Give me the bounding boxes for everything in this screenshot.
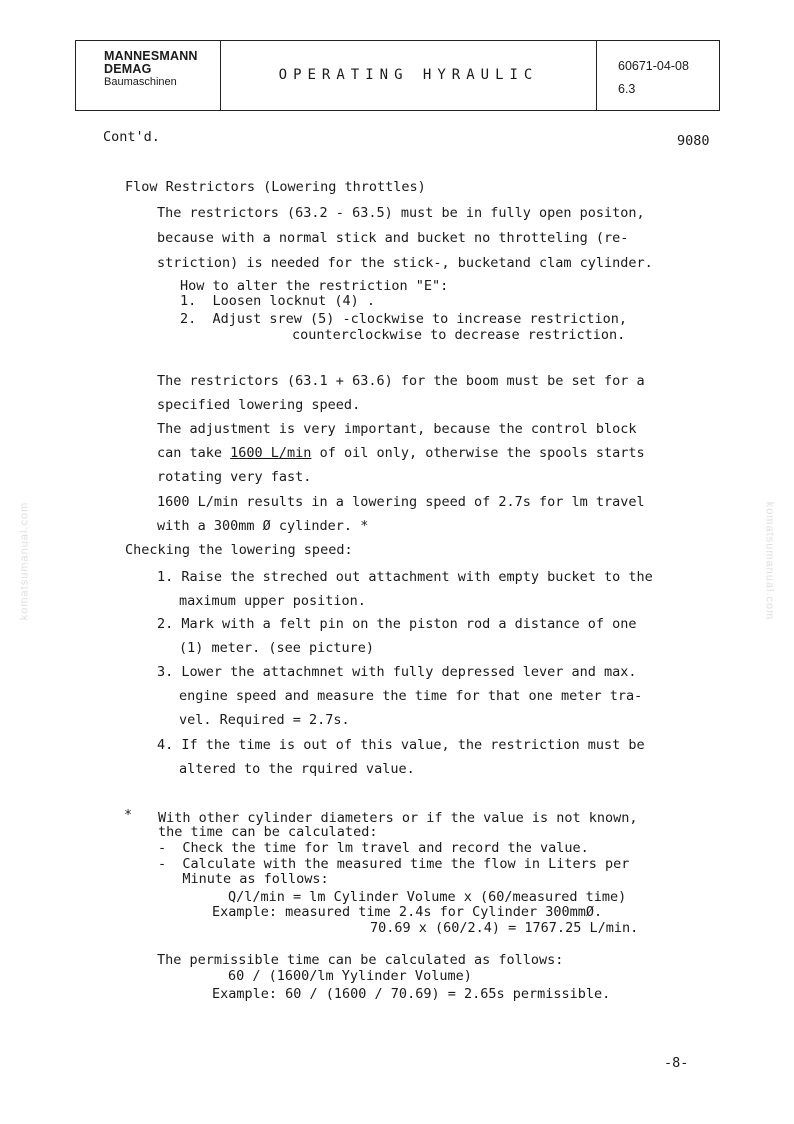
paragraph-line: rotating very fast. <box>157 469 312 485</box>
page-code: 9080 <box>677 133 710 149</box>
permissible-formula: 60 / (1600/lm Yylinder Volume) <box>228 968 472 984</box>
checking-heading: Checking the lowering speed: <box>125 542 353 558</box>
note-line: Minute as follows: <box>158 871 329 887</box>
contd-label: Cont'd. <box>103 129 160 145</box>
note-line: the time can be calculated: <box>158 824 378 840</box>
list-item-cont: altered to the rquired value. <box>179 761 415 777</box>
note-line: With other cylinder diameters or if the value is not known, <box>158 810 638 826</box>
list-item-cont: vel. Required = 2.7s. <box>179 712 350 728</box>
note-line: - Check the time for lm travel and record the value. <box>158 840 589 856</box>
alter-step: 1. Loosen locknut (4) . <box>180 293 376 309</box>
paragraph-line: with a 300mm Ø cylinder. * <box>157 518 369 534</box>
note-line: - Calculate with the measured time the flow in Liters per <box>158 856 630 872</box>
list-item-cont: engine speed and measure the time for that one meter tra- <box>179 688 643 704</box>
paragraph-line: because with a normal stick and bucket no throtteling (re- <box>157 230 629 246</box>
alter-step: 2. Adjust srew (5) -clockwise to increase restriction, <box>180 311 628 327</box>
watermark-right: komatsumanual.com <box>763 501 776 621</box>
flow-limit-underlined: 1600 L/min <box>230 445 312 461</box>
brand-name-line1: MANNESMANN <box>104 49 198 63</box>
paragraph-line: 1600 L/min results in a lowering speed of 2.7s for lm travel <box>157 494 645 510</box>
footnote-star: * <box>124 807 133 823</box>
example-result: 70.69 x (60/2.4) = 1767.25 L/min. <box>370 920 639 936</box>
text-run: can take <box>157 445 231 461</box>
page-number: -8- <box>664 1055 689 1071</box>
watermark-left: komatsumanual.com <box>18 501 31 621</box>
brand-subtitle: Baumaschinen <box>104 76 177 88</box>
list-item-cont: (1) meter. (see picture) <box>179 640 375 656</box>
alter-step-cont: counterclockwise to decrease restriction. <box>292 327 626 343</box>
brand-name-line2: DEMAG <box>104 62 152 76</box>
example-line: Example: measured time 2.4s for Cylinder 300mmØ. <box>212 904 603 920</box>
paragraph-line: The restrictors (63.1 + 63.6) for the boom must be set for a <box>157 373 645 389</box>
section-number: 6.3 <box>618 82 636 96</box>
list-item-cont: maximum upper position. <box>179 593 366 609</box>
text-run: of oil only, otherwise the spools starts <box>311 445 645 461</box>
doc-number-cell <box>597 41 719 110</box>
header-title-cell <box>221 41 597 110</box>
paragraph-line: striction) is needed for the stick-, bucketand clam cylinder. <box>157 255 653 271</box>
alter-heading: How to alter the restriction "E": <box>180 278 449 294</box>
paragraph-line: The restrictors (63.2 - 63.5) must be in fully open positon, <box>157 205 645 221</box>
formula-line: Q/l/min = lm Cylinder Volume x (60/measured time) <box>228 889 627 905</box>
paragraph-line <box>157 445 645 461</box>
permissible-line: The permissible time can be calculated as follows: <box>157 952 564 968</box>
brand-block <box>76 41 221 110</box>
paragraph-line: The adjustment is very important, because the control block <box>157 421 637 437</box>
header-title: OPERATING HYRAULIC <box>278 67 539 83</box>
document-header <box>75 40 720 111</box>
list-item: 2. Mark with a felt pin on the piston rod a distance of one <box>157 616 637 632</box>
permissible-example: Example: 60 / (1600 / 70.69) = 2.65s permissible. <box>212 986 611 1002</box>
paragraph-line: specified lowering speed. <box>157 397 361 413</box>
doc-number: 60671-04-08 <box>618 59 689 73</box>
flow-restrictors-heading: Flow Restrictors (Lowering throttles) <box>125 179 426 195</box>
list-item: 4. If the time is out of this value, the restriction must be <box>157 737 645 753</box>
list-item: 3. Lower the attachmnet with fully depressed lever and max. <box>157 664 637 680</box>
list-item: 1. Raise the streched out attachment with empty bucket to the <box>157 569 653 585</box>
